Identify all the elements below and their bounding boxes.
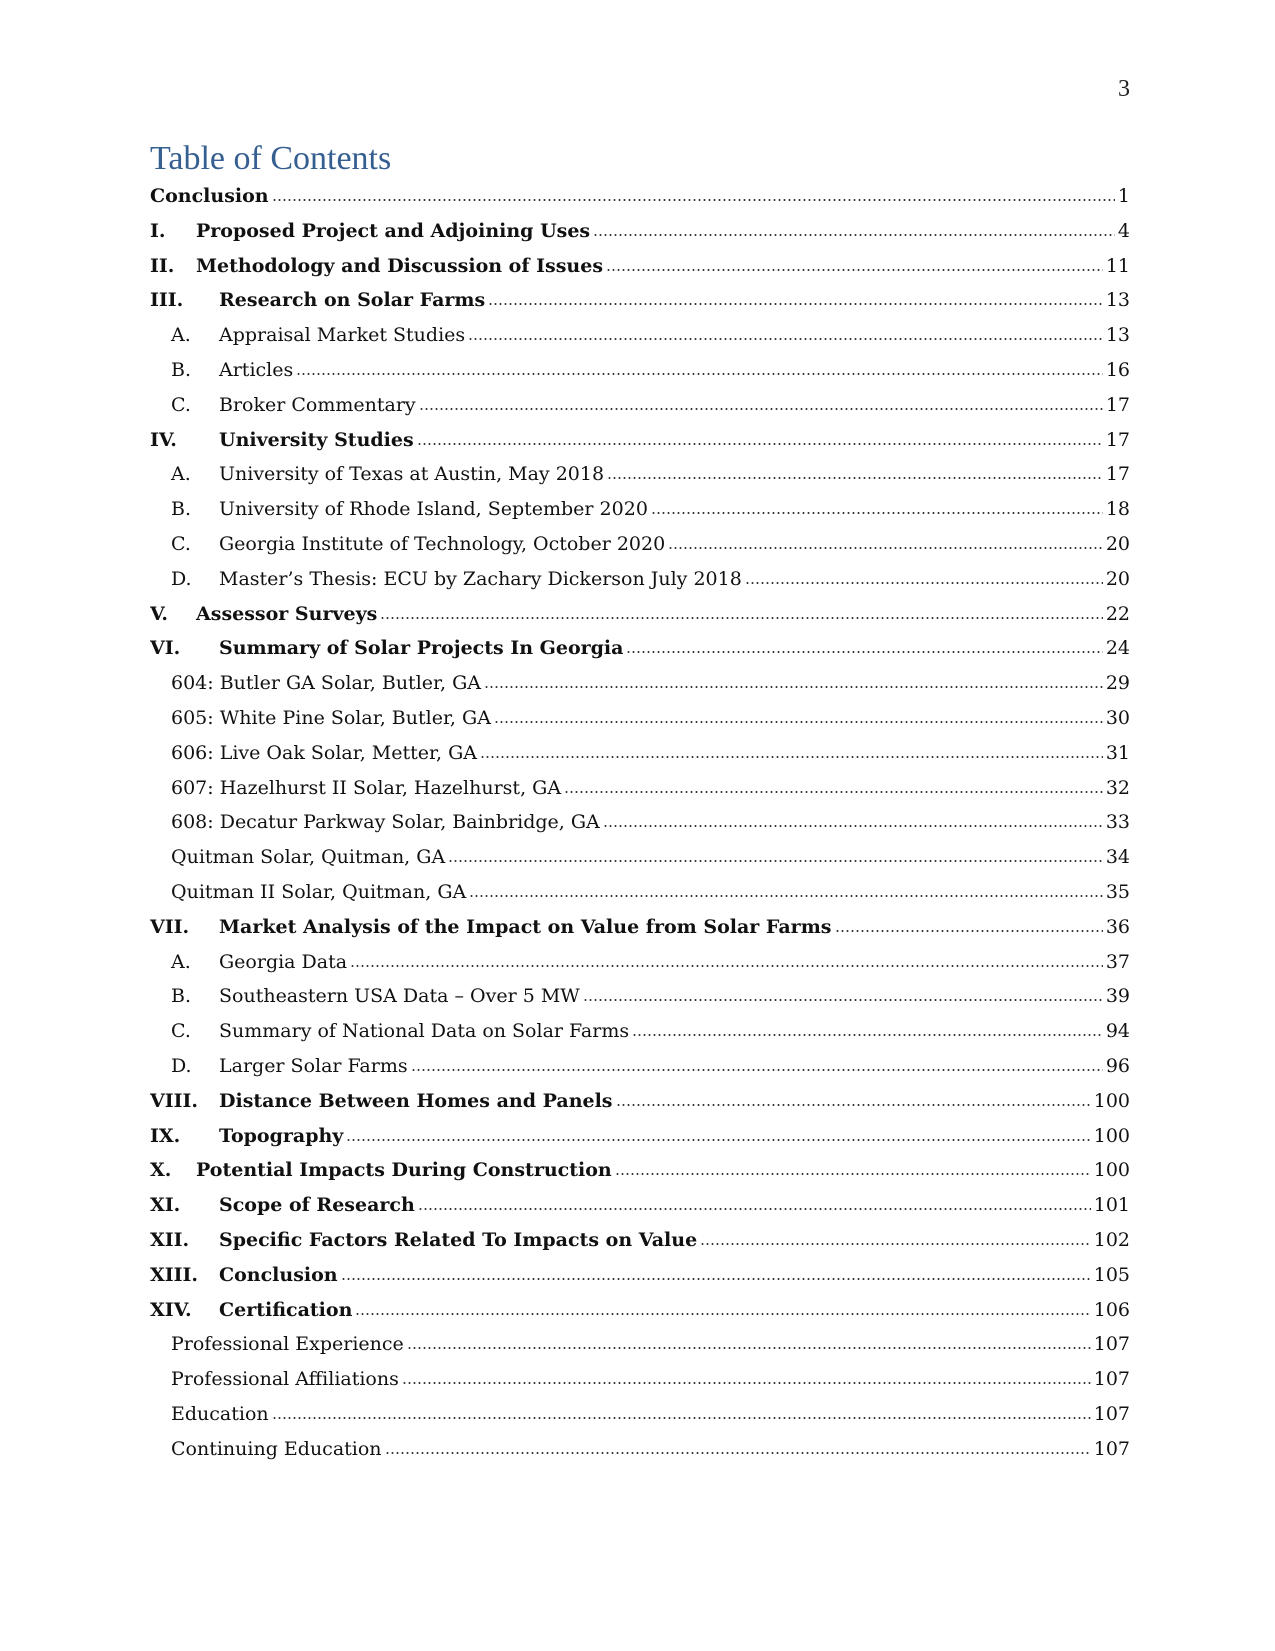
dot-leader: [272, 1417, 1091, 1419]
toc-entry-title: University of Rhode Island, September 2020: [219, 498, 648, 521]
toc-entry-page: 35: [1105, 880, 1130, 903]
toc-entry-number: VI.: [150, 637, 181, 660]
toc-entry-number: B.: [171, 358, 192, 381]
dot-leader: [350, 965, 1103, 967]
toc-entry-number: B.: [171, 498, 192, 521]
toc-entry-title: Larger Solar Farms: [219, 1054, 408, 1077]
toc-entry-number: VII.: [150, 915, 190, 938]
toc-entry-page: 36: [1105, 915, 1130, 938]
toc-entry-page: 100: [1093, 1159, 1130, 1182]
dot-leader: [626, 651, 1102, 653]
toc-entry[interactable]: [150, 1327, 1130, 1362]
toc-entry-number: C.: [171, 532, 191, 555]
toc-entry-page: 37: [1105, 950, 1130, 973]
toc-entry-page: 106: [1093, 1298, 1130, 1321]
toc-entry[interactable]: [150, 214, 1130, 249]
toc-entry-number: VIII.: [150, 1089, 199, 1112]
toc-entry[interactable]: [150, 1258, 1130, 1293]
toc-entry-page: 100: [1093, 1089, 1130, 1112]
toc-entry-title: Topography: [219, 1124, 344, 1147]
toc-entry-title: Quitman II Solar, Quitman, GA: [171, 880, 467, 903]
toc-entry[interactable]: [150, 1188, 1130, 1223]
toc-entry-page: 105: [1093, 1263, 1130, 1286]
toc-entry-number: D.: [171, 567, 192, 590]
dot-leader: [615, 1173, 1091, 1175]
toc-entry[interactable]: [150, 283, 1130, 318]
toc-entry-title: Professional Affiliations: [171, 1368, 399, 1391]
toc-entry[interactable]: [150, 423, 1130, 458]
toc-entry-page: 100: [1093, 1124, 1130, 1147]
toc-title: Table of Contents: [150, 140, 392, 177]
toc-entry-title: Market Analysis of the Impact on Value from Solar Farms: [219, 915, 832, 938]
toc-entry-page: 30: [1105, 706, 1130, 729]
toc-entry-page: 20: [1105, 532, 1130, 555]
toc-entry-page: 1: [1117, 185, 1130, 207]
toc-entry[interactable]: [150, 179, 1130, 214]
toc-entry-number: XII.: [150, 1228, 190, 1251]
toc-entry[interactable]: [150, 457, 1130, 492]
dot-leader: [468, 338, 1103, 340]
toc-entry-page: 107: [1093, 1437, 1130, 1460]
toc-entry[interactable]: [150, 249, 1130, 284]
toc-entry[interactable]: [150, 945, 1130, 980]
dot-leader: [593, 234, 1115, 236]
toc-entry[interactable]: [150, 1084, 1130, 1119]
toc-entry-page: 29: [1105, 672, 1130, 695]
toc-entry[interactable]: [150, 492, 1130, 527]
toc-entry[interactable]: [150, 840, 1130, 875]
toc-entry-page: 24: [1105, 637, 1130, 660]
toc-entry[interactable]: [150, 562, 1130, 597]
toc-entry-title: Research on Solar Farms: [219, 289, 486, 312]
toc-entry-page: 20: [1105, 567, 1130, 590]
toc-entry-title: Continuing Education: [171, 1437, 382, 1460]
toc-entry-title: 604: Butler GA Solar, Butler, GA: [171, 672, 481, 695]
toc-entry[interactable]: [150, 527, 1130, 562]
toc-entry-page: 101: [1093, 1194, 1130, 1217]
dot-leader: [616, 1104, 1091, 1106]
toc-entry-title: 608: Decatur Parkway Solar, Bainbridge, GA: [171, 811, 600, 834]
toc-entry-page: 16: [1105, 358, 1130, 381]
dot-leader: [651, 512, 1103, 514]
dot-leader: [632, 1034, 1103, 1036]
toc-entry-title: Professional Experience: [171, 1333, 404, 1356]
toc-entry-title: 605: White Pine Solar, Butler, GA: [171, 706, 491, 729]
toc-entry-number: XI.: [150, 1194, 181, 1217]
toc-entry-page: 13: [1105, 324, 1130, 347]
toc-entry-number: B.: [171, 985, 192, 1008]
toc-entry-title: Methodology and Discussion of Issues: [196, 254, 604, 277]
toc-entry-number: II.: [150, 254, 175, 277]
toc-entry-page: 31: [1105, 741, 1130, 764]
dot-leader: [402, 1382, 1091, 1384]
toc-entry-title: 607: Hazelhurst II Solar, Hazelhurst, GA: [171, 776, 562, 799]
toc-entry-title: Proposed Project and Adjoining Uses: [196, 219, 591, 242]
page-number: 3: [1118, 76, 1130, 102]
toc-entry-title: Conclusion: [150, 185, 269, 207]
dot-leader: [385, 1452, 1091, 1454]
dot-leader: [417, 443, 1103, 445]
toc-entry-title: Summary of Solar Projects In Georgia: [219, 637, 624, 660]
toc-entry-page: 22: [1105, 602, 1130, 625]
toc-entry-page: 34: [1105, 846, 1130, 869]
toc-entry-title: Master’s Thesis: ECU by Zachary Dickerson July 2018: [219, 567, 742, 590]
toc-entry-number: XIII.: [150, 1263, 199, 1286]
toc-entry[interactable]: [150, 771, 1130, 806]
dot-leader: [418, 1208, 1091, 1210]
toc-entry[interactable]: [150, 631, 1130, 666]
dot-leader: [448, 860, 1103, 862]
toc-entry[interactable]: [150, 353, 1130, 388]
toc-entry-title: Conclusion: [219, 1263, 338, 1286]
toc-entry[interactable]: [150, 1362, 1130, 1397]
toc-entry-title: Distance Between Homes and Panels: [219, 1089, 613, 1112]
toc-entry-number: D.: [171, 1054, 192, 1077]
dot-leader: [341, 1278, 1091, 1280]
toc-entry[interactable]: [150, 666, 1130, 701]
toc-entry[interactable]: [150, 1223, 1130, 1258]
toc-entry[interactable]: [150, 1293, 1130, 1328]
toc-entry-page: 17: [1105, 393, 1130, 416]
dot-leader: [603, 825, 1103, 827]
dot-leader: [296, 373, 1103, 375]
dot-leader: [355, 1313, 1090, 1315]
toc-entry-number: A.: [171, 950, 191, 973]
dot-leader: [484, 686, 1103, 688]
toc-entry-number: IX.: [150, 1124, 181, 1147]
toc-entry[interactable]: [150, 875, 1130, 910]
toc-entry[interactable]: [150, 318, 1130, 353]
toc-entry-number: V.: [150, 602, 169, 625]
toc-entry-title: University of Texas at Austin, May 2018: [219, 463, 605, 486]
toc-entry-number: X.: [150, 1159, 172, 1182]
toc-entry-title: Articles: [219, 358, 294, 381]
toc-entry-title: 606: Live Oak Solar, Metter, GA: [171, 741, 477, 764]
toc-entry-page: 17: [1105, 463, 1130, 486]
toc-entry-page: 32: [1105, 776, 1130, 799]
toc-entry-title: Summary of National Data on Solar Farms: [219, 1020, 630, 1043]
toc-entry-title: Potential Impacts During Construction: [196, 1159, 612, 1182]
dot-leader: [346, 1139, 1090, 1141]
dot-leader: [700, 1243, 1091, 1245]
toc-entry[interactable]: [150, 1049, 1130, 1084]
toc-entry[interactable]: [150, 1432, 1130, 1467]
toc-entry-title: Education: [171, 1402, 269, 1425]
toc-entry-number: C.: [171, 1020, 191, 1043]
dot-leader: [469, 895, 1103, 897]
toc-entry-title: Broker Commentary: [219, 393, 416, 416]
toc-entry-title: Georgia Data: [219, 950, 348, 973]
dot-leader: [606, 269, 1103, 271]
toc-entry-title: Georgia Institute of Technology, October 2020: [219, 532, 666, 555]
dot-leader: [411, 1069, 1103, 1071]
toc-entry[interactable]: [150, 1119, 1130, 1154]
toc-entry-title: University Studies: [219, 428, 414, 451]
dot-leader: [607, 477, 1103, 479]
toc-entry-page: 107: [1093, 1368, 1130, 1391]
toc-entry[interactable]: [150, 701, 1130, 736]
toc-entry[interactable]: [150, 736, 1130, 771]
toc-entry-title: Appraisal Market Studies: [219, 324, 466, 347]
toc-entry-number: I.: [150, 219, 166, 242]
dot-leader: [835, 930, 1103, 932]
toc-list: [150, 179, 1130, 1466]
toc-entry-number: A.: [171, 324, 191, 347]
toc-entry-title: Specific Factors Related To Impacts on Value: [219, 1228, 698, 1251]
toc-entry[interactable]: [150, 1014, 1130, 1049]
dot-leader: [407, 1347, 1091, 1349]
toc-entry-page: 17: [1105, 428, 1130, 451]
toc-entry-number: IV.: [150, 428, 177, 451]
toc-entry-page: 107: [1093, 1333, 1130, 1356]
toc-entry-page: 94: [1105, 1020, 1130, 1043]
dot-leader: [494, 721, 1103, 723]
dot-leader: [564, 791, 1103, 793]
toc-entry-page: 18: [1105, 498, 1130, 521]
toc-entry-page: 39: [1105, 985, 1130, 1008]
toc-entry[interactable]: [150, 1397, 1130, 1432]
dot-leader: [583, 999, 1103, 1001]
toc-entry-number: A.: [171, 463, 191, 486]
dot-leader: [272, 199, 1115, 201]
toc-entry-number: III.: [150, 289, 184, 312]
dot-leader: [488, 303, 1103, 305]
toc-entry-number: C.: [171, 393, 191, 416]
toc-entry-title: Quitman Solar, Quitman, GA: [171, 846, 446, 869]
toc-entry-number: XIV.: [150, 1298, 192, 1321]
toc-entry-page: 13: [1105, 289, 1130, 312]
toc-entry[interactable]: [150, 597, 1130, 632]
toc-entry-page: 33: [1105, 811, 1130, 834]
toc-entry-page: 102: [1093, 1228, 1130, 1251]
toc-entry-page: 107: [1093, 1402, 1130, 1425]
toc-entry-title: Southeastern USA Data – Over 5 MW: [219, 985, 580, 1008]
toc-entry[interactable]: [150, 910, 1130, 945]
dot-leader: [480, 756, 1103, 758]
toc-entry-title: Scope of Research: [219, 1194, 415, 1217]
dot-leader: [419, 408, 1103, 410]
toc-entry[interactable]: [150, 805, 1130, 840]
dot-leader: [745, 582, 1103, 584]
dot-leader: [668, 547, 1103, 549]
toc-entry-page: 4: [1117, 219, 1130, 242]
toc-entry-page: 11: [1105, 254, 1130, 277]
toc-entry-page: 96: [1105, 1054, 1130, 1077]
toc-entry[interactable]: [150, 979, 1130, 1014]
toc-entry[interactable]: [150, 388, 1130, 423]
toc-entry-title: Certification: [219, 1298, 353, 1321]
dot-leader: [380, 617, 1102, 619]
toc-entry[interactable]: [150, 1153, 1130, 1188]
toc-entry-title: Assessor Surveys: [196, 602, 378, 625]
